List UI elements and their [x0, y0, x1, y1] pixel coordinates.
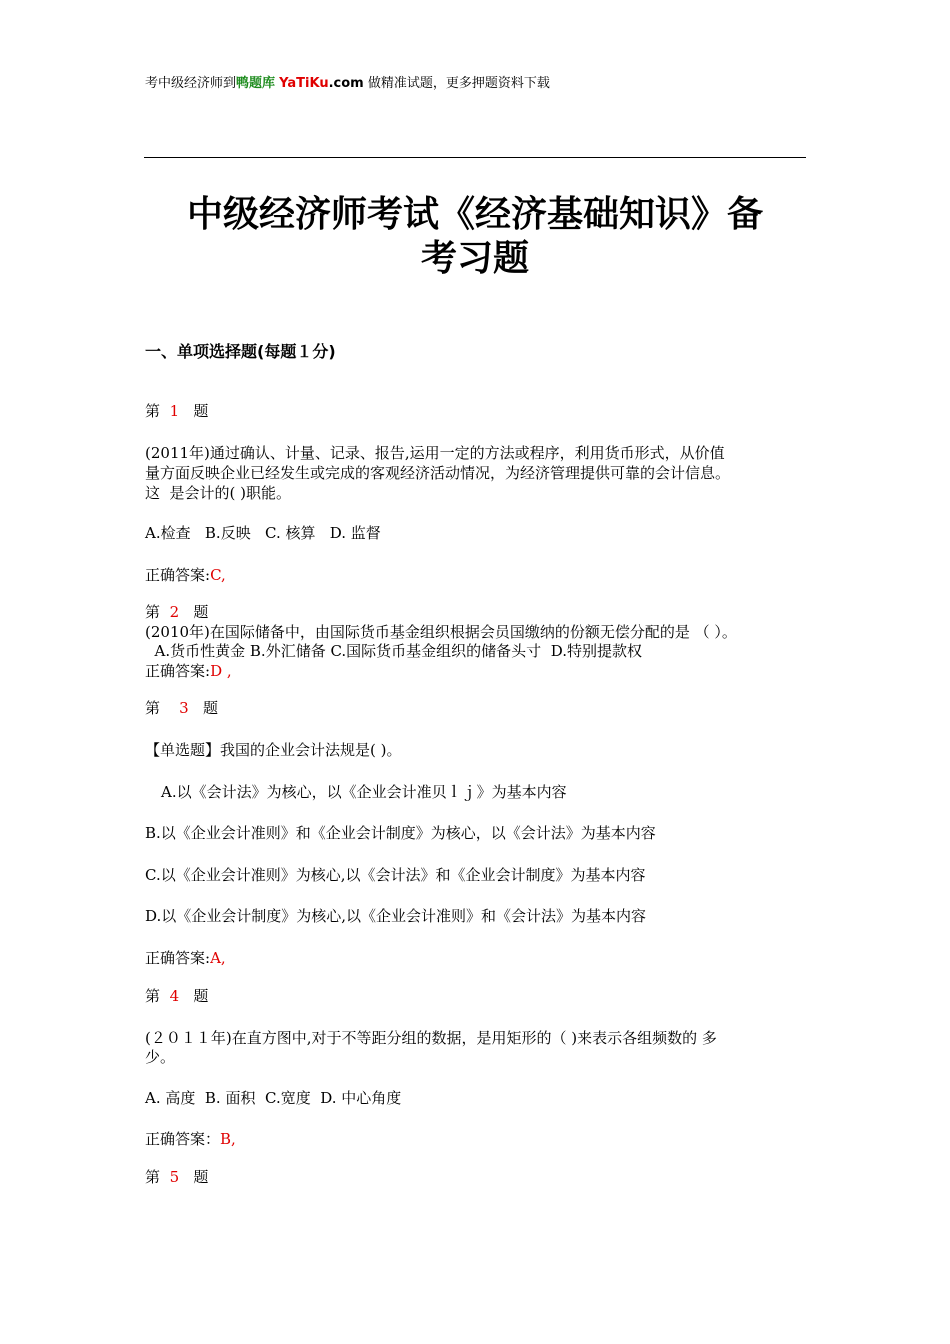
header-divider [144, 157, 806, 158]
question-option: D.以《企业会计制度》为核心,以《企业会计准则》和《会计法》为基本内容 [145, 907, 647, 925]
question-options: A.货币性黄金 B.外汇储备 C.国际货币基金组织的储备头寸 D.特别提款权 [145, 642, 642, 660]
question-stem-line: 这 是会计的( )职能。 [145, 484, 292, 502]
question-options: A.检查 B.反映 C. 核算 D. 监督 [145, 524, 381, 542]
question-label: 第 1 题 [145, 402, 209, 420]
question-option: A.以《会计法》为核心，以《企业会计准贝ｌｊ》为基本内容 [161, 783, 567, 801]
brand-cn: 鸭题库 [236, 76, 276, 91]
answer-line: 正确答案:D , [145, 662, 232, 680]
header-suffix: 做精准试题，更多押题资料下载 [367, 76, 550, 91]
question-label: 第 2 题 [145, 603, 209, 621]
page-title-line-1: 中级经济师考试《经济基础知识》备 [186, 194, 763, 235]
question-label: 第 5 题 [145, 1168, 209, 1186]
question-stem-line: (2010年)在国际储备中，由国际货币基金组织根据会员国缴纳的份额无偿分配的是 （ ）。 [145, 623, 737, 641]
answer-line: 正确答案:C, [145, 566, 226, 584]
answer-line: 正确答案：B, [145, 1130, 236, 1148]
answer-value: B, [220, 1130, 236, 1148]
question-stem-line: 少。 [145, 1048, 176, 1066]
page-header [145, 72, 550, 91]
answer-value: D , [210, 662, 232, 680]
section-heading: 一、单项选择题(每题１分) [145, 342, 336, 361]
answer-value: A, [210, 949, 226, 967]
question-label: 第 3 题 [145, 699, 218, 717]
question-number: 1 [169, 402, 180, 420]
question-number: 4 [169, 987, 180, 1005]
question-number: 5 [169, 1168, 180, 1186]
question-stem-line: (２０１１年)在直方图中,对于不等距分组的数据，是用矩形的（ )来表示各组频数的 多 [145, 1029, 717, 1047]
page-title-line-2: 考习题 [420, 238, 529, 279]
question-stem-line: (2011年)通过确认、计量、记录、报告,运用一定的方法或程序，利用货币形式，从价值 [145, 444, 725, 462]
answer-value: C, [210, 566, 226, 584]
brand-domain-suffix: .com [328, 76, 364, 91]
header-prefix: 考中级经济师到 [145, 76, 237, 91]
question-stem-line: 量方面反映企业已经发生或完成的客观经济活动情况，为经济管理提供可靠的会计信息。 [145, 464, 731, 482]
question-stem: 【单选题】我国的企业会计法规是( )。 [145, 741, 402, 759]
question-options: A. 高度 B. 面积 C.宽度 D. 中心角度 [145, 1089, 402, 1107]
question-number: 3 [179, 699, 189, 717]
brand-en: YaTiKu [279, 76, 329, 91]
question-label: 第 4 题 [145, 987, 209, 1005]
answer-line: 正确答案:A, [145, 949, 226, 967]
question-option: B.以《企业会计准则》和《企业会计制度》为核心，以《会计法》为基本内容 [145, 824, 656, 842]
question-option: C.以《企业会计准则》为核心,以《会计法》和《企业会计制度》为基本内容 [145, 866, 646, 884]
question-number: 2 [169, 603, 180, 621]
